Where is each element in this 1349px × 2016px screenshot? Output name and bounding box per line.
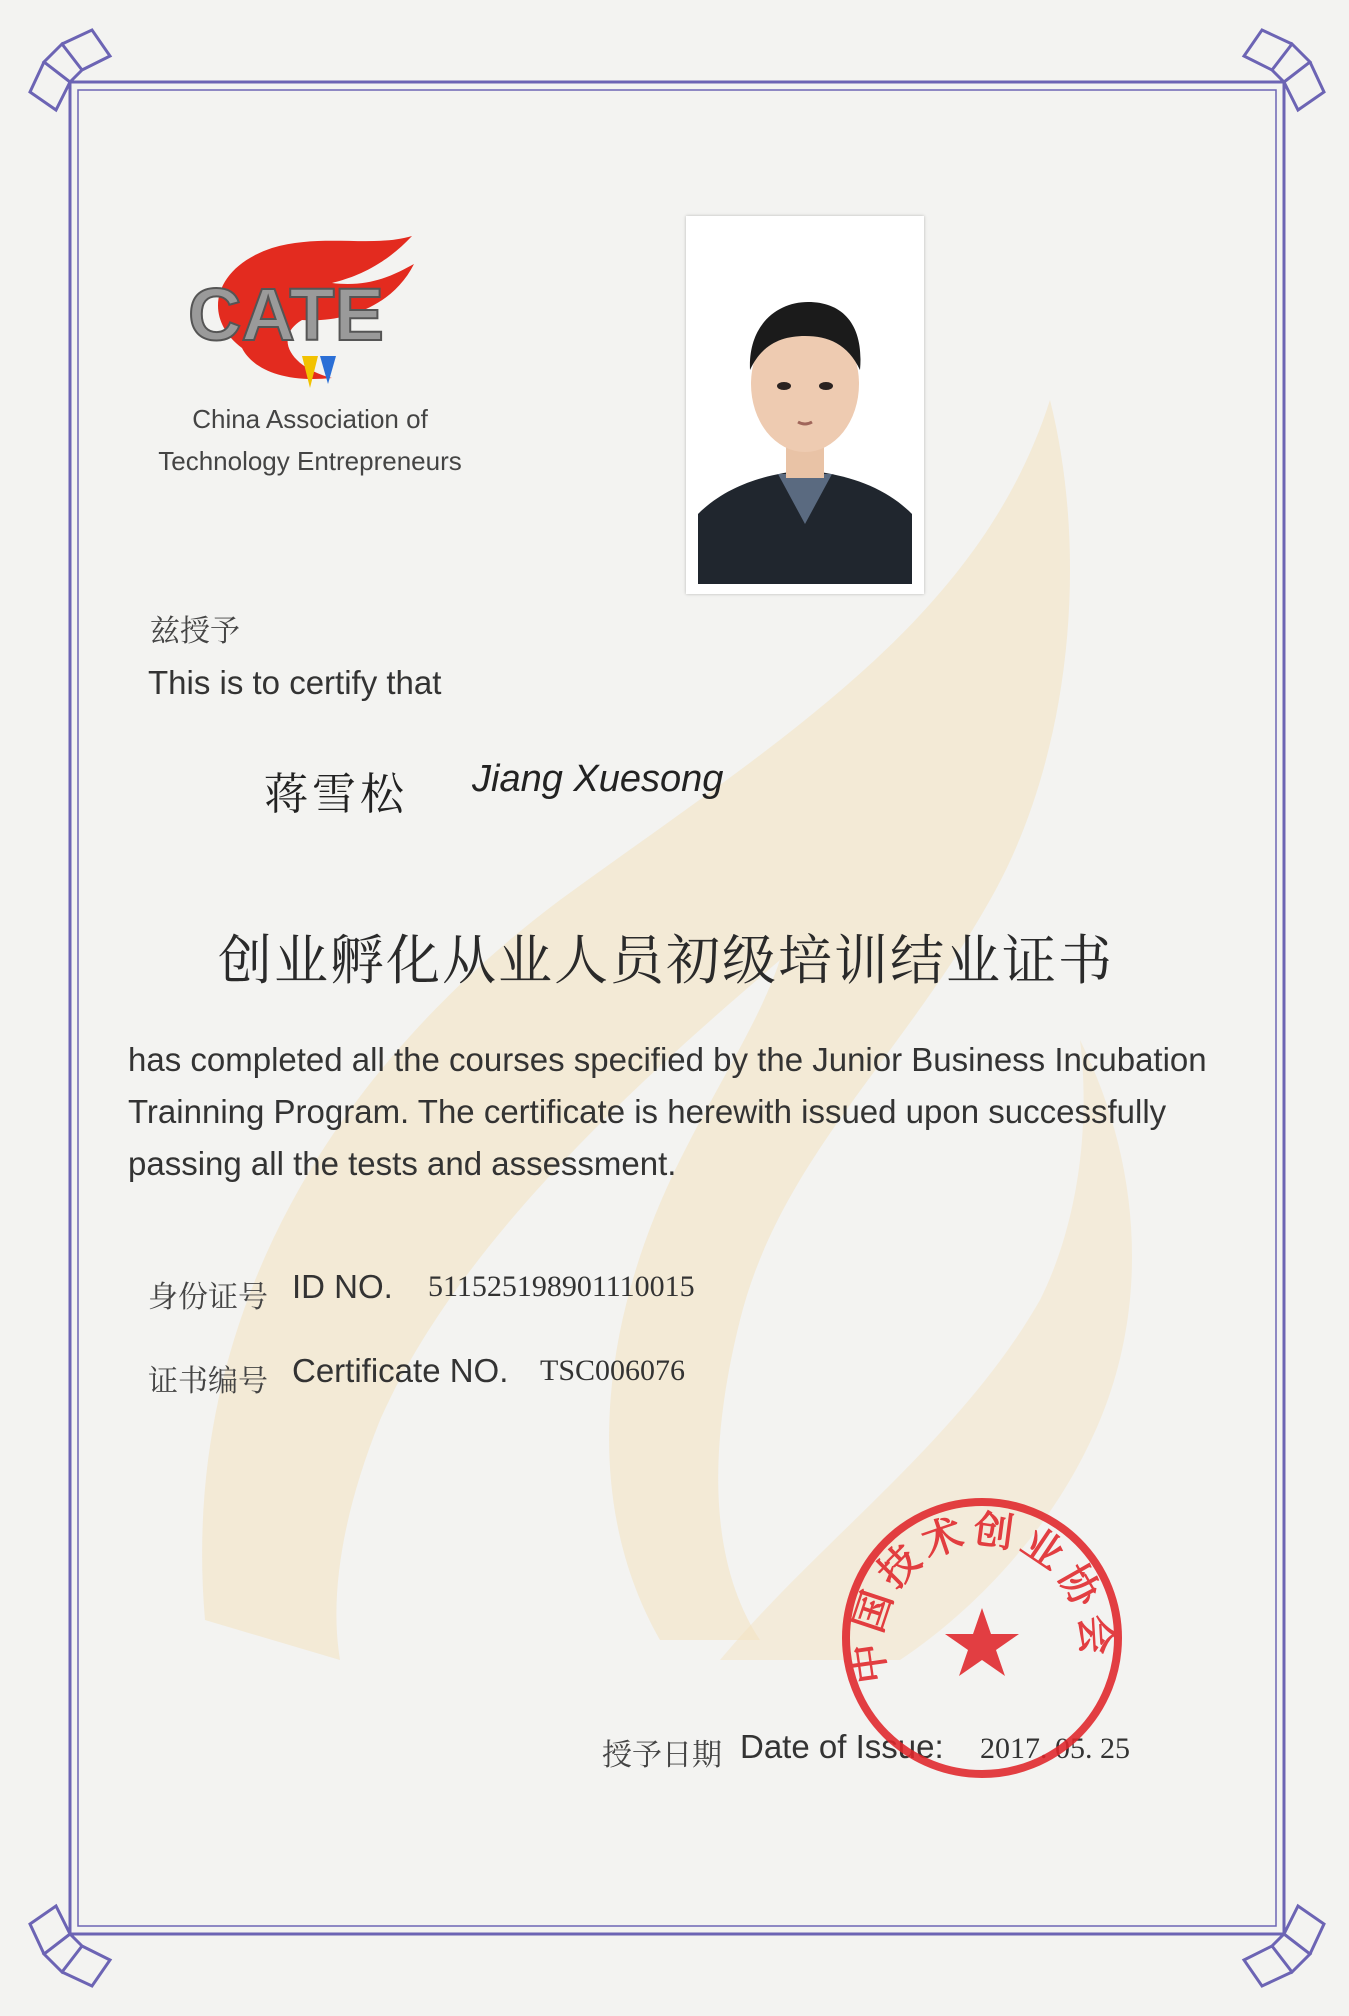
recipient-photo [686,216,924,594]
body-line: Trainning Program. The certificate is herewith issued upon successfully [128,1093,1167,1130]
body-line: has completed all the courses specified by the Junior Business Incubation [128,1041,1207,1078]
certificate-body [128,1034,1248,1190]
star-icon [945,1608,1019,1676]
logo-letters: CATE [188,273,384,356]
body-line: passing all the tests and assessment. [128,1145,677,1182]
cert-label-en: Certificate NO. [292,1352,509,1389]
grant-label-en: This is to certify that [148,664,442,701]
date-label-cn: 授予日期 [602,1738,722,1773]
org-name-line2: Technology Entrepreneurs [158,446,462,476]
issue-date: 2017. 05. 25 [980,1732,1130,1765]
date-label-en: Date of Issue: [740,1728,944,1765]
portrait-image [698,274,912,584]
id-label-en: ID NO. [292,1268,393,1305]
org-name-line1: China Association of [192,404,428,434]
cate-logo [182,228,442,388]
certificate-number: TSC006076 [540,1354,686,1387]
recipient-name-en: Jiang Xuesong [472,758,724,800]
logo-accent-icon [320,356,336,384]
certificate-title: 创业孵化从业人员初级培训结业证书 [218,931,1114,991]
cert-label-cn: 证书编号 [148,1364,268,1399]
id-number: 511525198901110015 [428,1270,695,1303]
grant-label-cn: 兹授予 [150,614,240,649]
id-label-cn: 身份证号 [148,1280,268,1315]
recipient-name-cn: 蒋雪松 [264,770,408,819]
seal-text: 中国技术创业协会 [843,1505,1121,1687]
official-seal [832,1488,1132,1788]
